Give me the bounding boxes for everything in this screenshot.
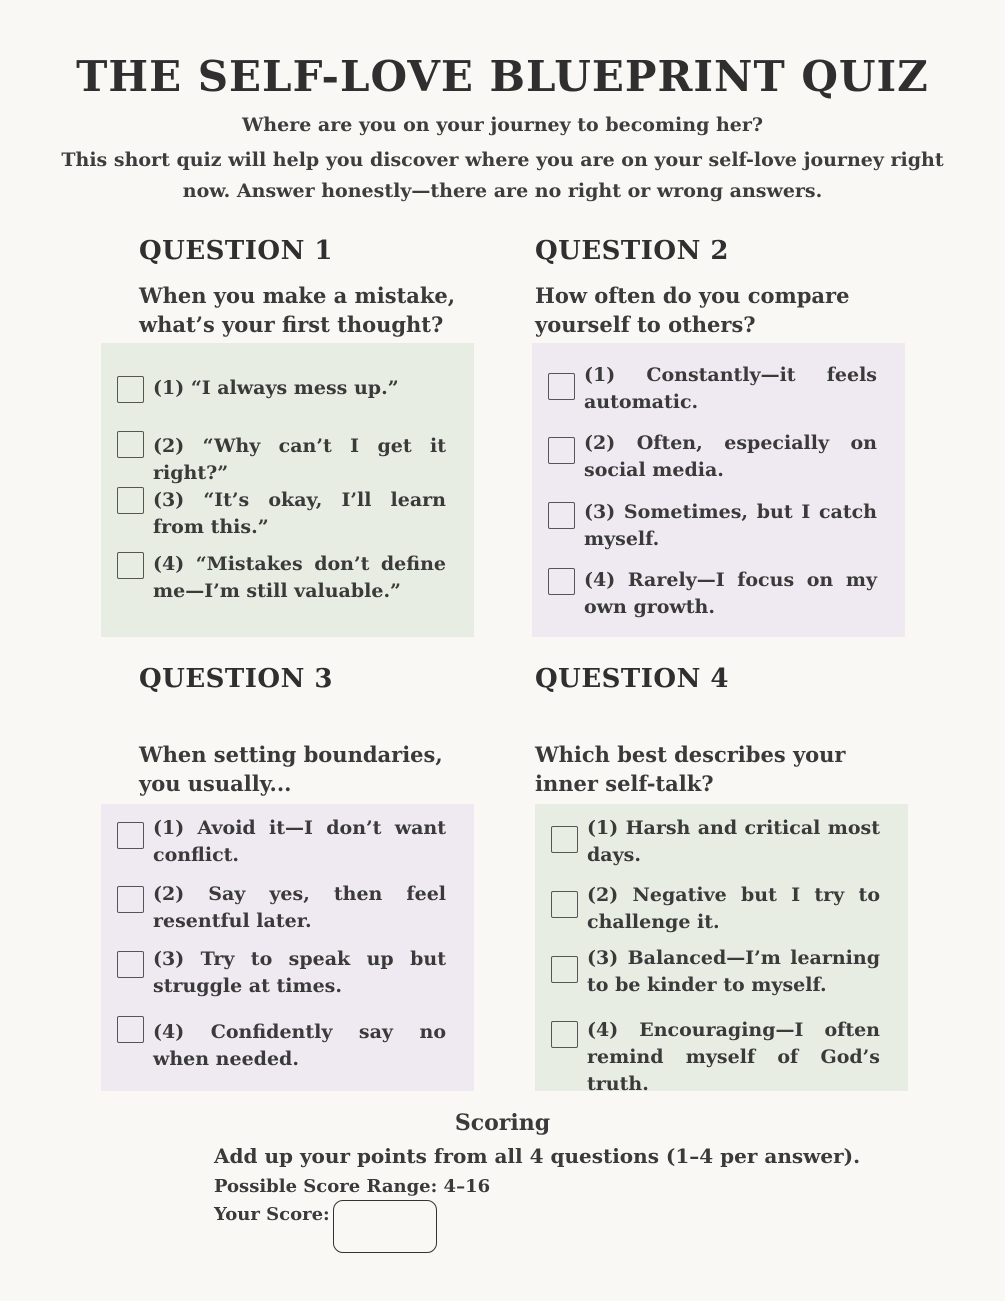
option-label: (1) Harsh and critical most days. (587, 817, 880, 866)
question-3-label: QUESTION 3 (139, 664, 333, 694)
option-label: (4) Confidently say no when needed. (153, 1021, 446, 1070)
option-label: (3) Try to speak up but struggle at times. (153, 948, 446, 997)
question-3-text: When setting boundaries, you usually... (139, 742, 443, 796)
quiz-subtitle: Where are you on your journey to becoming her? (241, 114, 764, 136)
checkbox[interactable] (551, 826, 578, 853)
scoring-title: Scoring (454, 1110, 551, 1136)
checkbox[interactable] (551, 891, 578, 918)
checkbox[interactable] (548, 373, 575, 400)
checkbox[interactable] (117, 431, 144, 458)
option-label: (1) Constantly—it feels automatic. (584, 364, 877, 413)
scoring-range: Possible Score Range: 4–16 (214, 1176, 491, 1197)
checkbox[interactable] (117, 552, 144, 579)
question-1-text: When you make a mistake, what’s your first thought? (139, 283, 456, 337)
option-label: (1) “I always mess up.” (153, 377, 399, 399)
question-2-text: How often do you compare yourself to others? (535, 283, 850, 337)
checkbox[interactable] (548, 502, 575, 529)
checkbox[interactable] (117, 1016, 144, 1043)
question-2-options-panel (532, 343, 905, 637)
option-label: (2) Often, especially on social media. (584, 432, 877, 481)
option-label: (1) Avoid it—I don’t want conflict. (153, 817, 446, 866)
checkbox[interactable] (117, 886, 144, 913)
option-label: (2) “Why can’t I get it right?” (153, 435, 446, 484)
checkbox[interactable] (117, 487, 144, 514)
checkbox[interactable] (548, 437, 575, 464)
your-score-label: Your Score: (214, 1204, 330, 1225)
question-4-text: Which best describes your inner self-talk? (535, 742, 846, 796)
your-score-input[interactable] (333, 1200, 437, 1253)
scoring-description: Add up your points from all 4 questions (1–4 per answer). (214, 1144, 861, 1168)
question-1-label: QUESTION 1 (139, 236, 333, 266)
checkbox[interactable] (117, 376, 144, 403)
checkbox[interactable] (548, 568, 575, 595)
question-2-label: QUESTION 2 (535, 236, 729, 266)
quiz-title: THE SELF-LOVE BLUEPRINT QUIZ (76, 52, 929, 101)
option-label: (4) Rarely—I focus on my own growth. (584, 569, 877, 618)
option-label: (2) Negative but I try to challenge it. (587, 884, 880, 933)
question-3-options-panel (101, 804, 474, 1091)
quiz-intro: This short quiz will help you discover where you are on your self-love journey right now. Answer honestly—there are no right or wrong answers. (61, 149, 944, 202)
option-label: (3) Balanced—I’m learning to be kinder to myself. (587, 947, 880, 996)
checkbox[interactable] (117, 951, 144, 978)
option-label: (3) Sometimes, but I catch myself. (584, 501, 877, 550)
option-label: (2) Say yes, then feel resentful later. (153, 883, 446, 932)
option-label: (4) “Mistakes don’t define me—I’m still valuable.” (153, 553, 446, 602)
question-1-options-panel (101, 343, 474, 637)
checkbox[interactable] (551, 956, 578, 983)
checkbox[interactable] (117, 822, 144, 849)
checkbox[interactable] (551, 1021, 578, 1048)
option-label: (4) Encouraging—I often remind myself of God’s truth. (587, 1019, 880, 1095)
question-4-label: QUESTION 4 (535, 664, 729, 694)
question-4-options-panel (535, 804, 908, 1095)
option-label: (3) “It’s okay, I’ll learn from this.” (153, 489, 446, 538)
